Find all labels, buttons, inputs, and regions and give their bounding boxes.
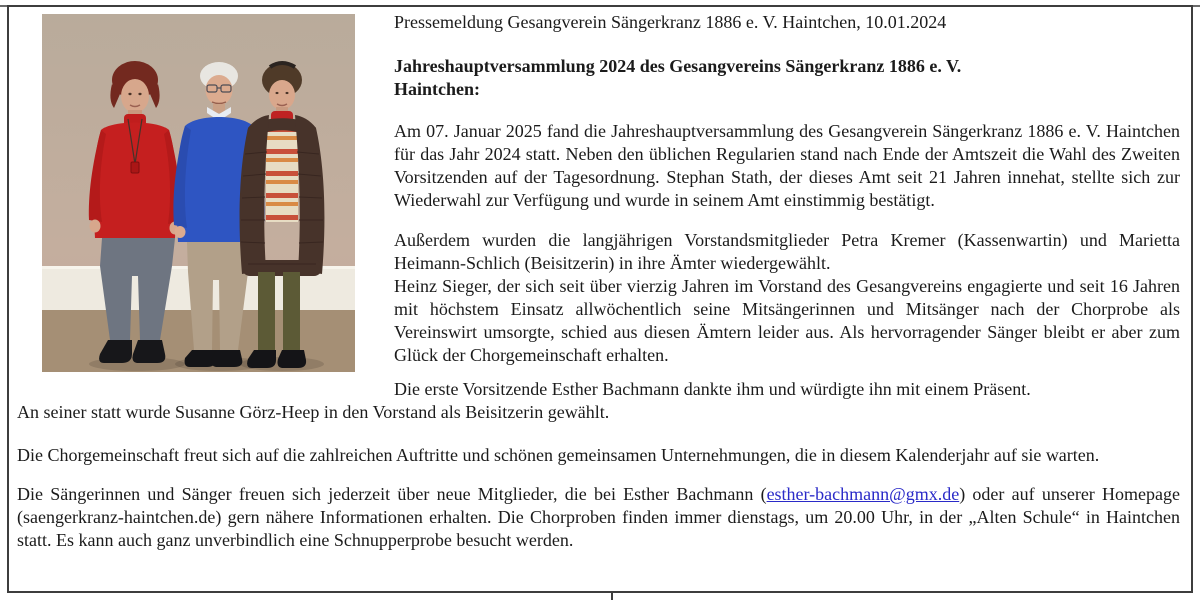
paragraph-outlook: Die Chorgemeinschaft freut sich auf die zahlreichen Auftritte und schönen gemeinsamen Unternehmungen, die in diesem Kalenderjahr auf sie warten. (17, 445, 1100, 465)
contact-text-after-link: ) oder auf unserer Homepage (saengerkranz-haintchen.de) gern nähere Informationen erhalten. Die Chorproben finden immer dienstags, um 20.00 Uhr, in der „Alten Schule“ in Haintchen statt. Es kann auch ganz unverbindlich eine Schnupperprobe besucht werden. (17, 484, 1180, 550)
group-photo-illustration (42, 14, 355, 372)
press-release-page (7, 5, 1193, 593)
press-release-header: Pressemeldung Gesangverein Sängerkranz 1886 e. V. Haintchen, 10.01.2024 (394, 12, 947, 32)
paragraph-reelections: Außerdem wurden die langjährigen Vorstandsmitglieder Petra Kremer (Kassenwartin) und Marietta Heimann-Schlich (Beisitzerin) in ihre Ämter wiedergewählt. (394, 230, 1180, 273)
title-line-1: Jahreshauptversammlung 2024 des Gesangvereins Sängerkranz 1886 e. V. (394, 56, 962, 76)
group-photo (42, 14, 355, 372)
email-link[interactable]: esther-bachmann@gmx.de (766, 484, 960, 504)
contact-text-before-link: Die Sängerinnen und Sänger freuen sich jederzeit über neue Mitglieder, die bei Esther Bachmann ( (17, 484, 767, 504)
paragraph-praesent: Die erste Vorsitzende Esther Bachmann dankte ihm und würdigte ihn mit einem Präsent. (394, 379, 1031, 399)
paragraph-heinz-sieger: Heinz Sieger, der sich seit über vierzig Jahren im Vorstand des Gesangvereins engagierte und seit 16 Jahren mit höchstem Einsatz allwöchentlich seine Mitsängerinnen und Mitsänger nach der Chorprobe als Vereinswirt umsorgte, schied aus diesen Ämtern leider aus. Als hervorragender Sänger bleibt er aber zum Glück der Chorgemeinschaft erhalten. (394, 276, 1180, 365)
page-bottom-fold-marker (611, 591, 613, 600)
paragraph-meeting: Am 07. Januar 2025 fand die Jahreshauptversammlung des Gesangverein Sängerkranz 1886 e. V. Haintchen für das Jahr 2024 statt. Neben den üblichen Regularien stand nach Ende der Amtszeit die Wahl des Zweiten Vorsitzenden auf der Tagesordnung. Stephan Stath, der dieses Amt seit 21 Jahren innehat, stellte sich zur Wiederwahl zur Verfügung und wurde in seinem Amt einstimmig bestätigt. (394, 121, 1180, 210)
paragraph-contact (17, 483, 1180, 552)
paragraph-susanne: An seiner statt wurde Susanne Görz-Heep in den Vorstand als Beisitzerin gewählt. (17, 402, 610, 422)
title-line-2: Haintchen: (394, 79, 481, 99)
